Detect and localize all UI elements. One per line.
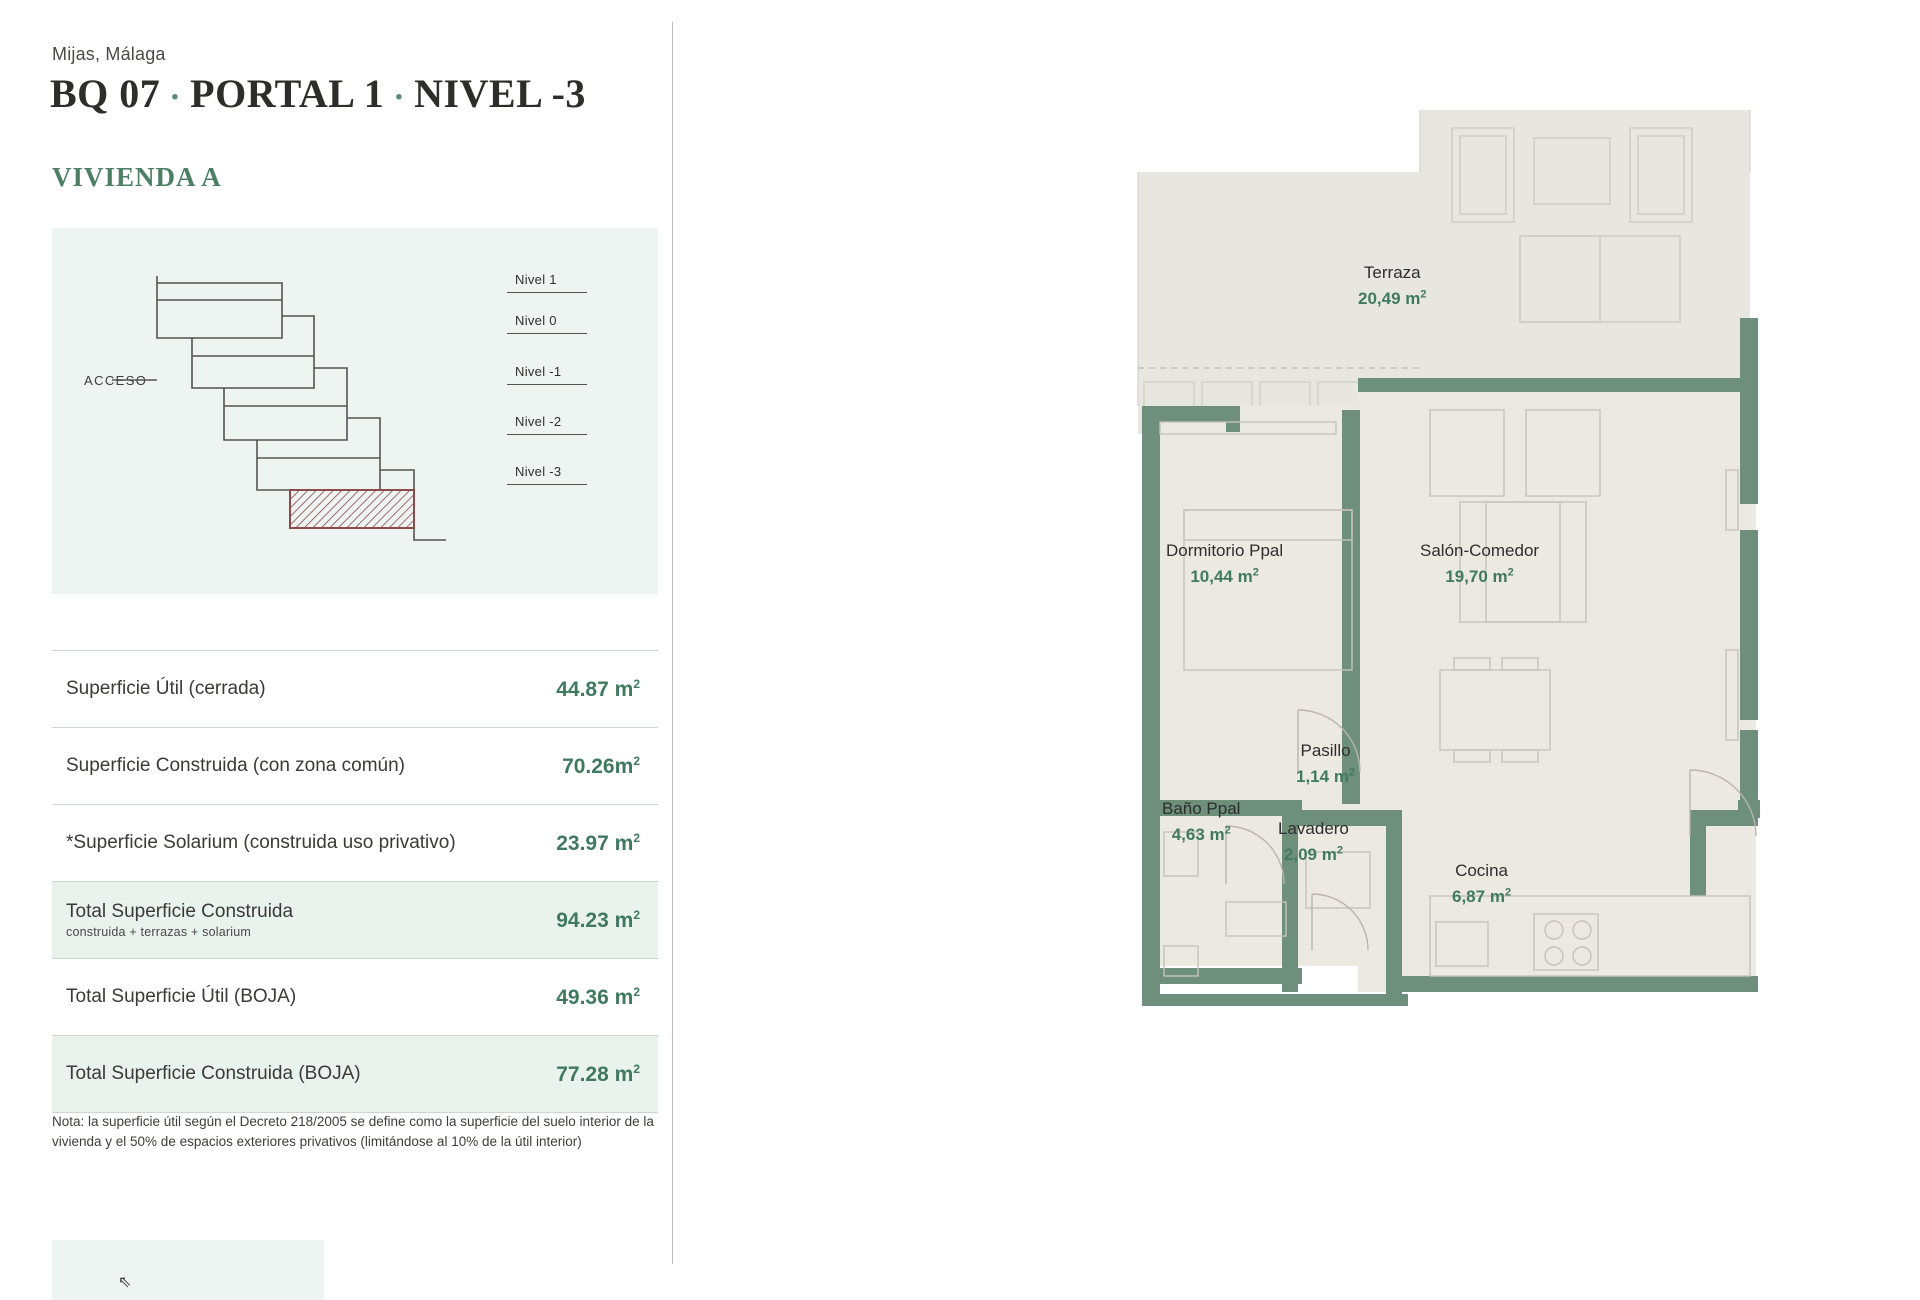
section-diagram-drawing — [52, 228, 658, 594]
room-name: Terraza — [1363, 263, 1421, 282]
title-part-block: BQ 07 — [50, 71, 161, 116]
room-name: Salón-Comedor — [1420, 541, 1540, 560]
surface-value — [556, 908, 658, 933]
table-row — [52, 728, 658, 805]
surface-unit: m — [614, 908, 634, 932]
page-title — [50, 70, 586, 117]
room-label-salon — [1420, 538, 1539, 589]
table-row — [52, 650, 658, 728]
title-separator-dot: · — [160, 78, 191, 116]
floor-plan — [1130, 110, 1810, 1220]
surface-value — [562, 754, 658, 779]
surface-unit: m — [614, 1062, 634, 1086]
room-label-terraza — [1358, 260, 1427, 311]
surface-number: 77.28 — [556, 1062, 609, 1086]
room-label-cocina — [1452, 858, 1511, 909]
room-area: 20,49 $m^2$ — [1358, 287, 1427, 308]
room-name: Dormitorio Ppal — [1166, 541, 1284, 560]
surface-exp: 2 — [633, 753, 640, 768]
surface-number: 49.36 — [556, 985, 609, 1009]
page-subtitle: VIVIENDA A — [52, 162, 222, 192]
title-part-level: NIVEL -3 — [414, 71, 586, 116]
surface-exp: 2 — [633, 1061, 640, 1076]
surface-label: Total Superficie Construida (BOJA) — [66, 1063, 361, 1084]
surface-label: *Superficie Solarium (construida uso privativo) — [66, 832, 456, 853]
room-area: 19,70 $m^2$ — [1445, 565, 1514, 586]
legal-note: Nota: la superficie útil según el Decreto 218/2005 se define como la superficie del suelo interior de la vivienda y el 50% de espacios exteriores privativos (limitándose al 10% de la útil interior) — [52, 1114, 654, 1149]
title-part-portal: PORTAL 1 — [190, 71, 385, 116]
room-name: Lavadero — [1278, 819, 1349, 838]
bottom-panel-stub — [52, 1240, 324, 1300]
level-label-m1: Nivel -1 — [515, 364, 562, 379]
table-row — [52, 959, 658, 1036]
section-diagram — [52, 228, 658, 594]
room-area: 4,63 $m^2$ — [1171, 823, 1231, 844]
room-label-dormitorio — [1166, 538, 1283, 589]
surface-number: 70.26 — [562, 754, 615, 778]
surface-exp: 2 — [633, 830, 640, 845]
surface-exp: 2 — [633, 984, 640, 999]
surface-label: Total Superficie Construida — [66, 901, 294, 922]
surface-value — [556, 677, 658, 702]
table-row — [52, 1036, 658, 1113]
location-text: Mijas, Málaga — [52, 44, 166, 64]
surface-label: Total Superficie Útil (BOJA) — [66, 986, 297, 1007]
left-info-panel — [0, 0, 672, 1291]
title-separator-dot-2: · — [384, 78, 415, 116]
surface-label: Superficie Construida (con zona común) — [66, 755, 406, 776]
level-line-1 — [507, 292, 587, 293]
surface-sublabel: construida + terrazas + solarium — [66, 925, 251, 939]
surface-exp: 2 — [633, 907, 640, 922]
level-line-m2 — [507, 434, 587, 435]
surface-value — [556, 831, 658, 856]
surface-unit: m — [614, 831, 634, 855]
surface-value — [556, 985, 658, 1010]
acceso-label: ACCESO — [84, 373, 148, 388]
surface-number: 44.87 — [556, 677, 609, 701]
room-name: Cocina — [1455, 861, 1508, 880]
level-line-m1 — [507, 384, 587, 385]
room-label-bano — [1162, 796, 1240, 847]
surface-label: Superficie Útil (cerrada) — [66, 678, 266, 699]
room-area: 1,14 $m^2$ — [1296, 765, 1356, 786]
level-label-1: Nivel 1 — [515, 272, 557, 287]
room-label-pasillo — [1296, 738, 1355, 789]
surface-unit: m — [614, 677, 634, 701]
surface-unit: m — [614, 985, 634, 1009]
table-row — [52, 805, 658, 882]
level-label-0: Nivel 0 — [515, 313, 557, 328]
table-row — [52, 882, 658, 959]
floor-plan-drawing — [1130, 110, 1810, 1220]
north-arrow-icon: ⇖ — [118, 1274, 132, 1291]
surface-number: 94.23 — [556, 908, 609, 932]
surface-unit: m — [614, 754, 634, 778]
surface-value — [556, 1062, 658, 1087]
room-area: 10,44 $m^2$ — [1190, 565, 1259, 586]
level-label-m3: Nivel -3 — [515, 464, 562, 479]
surface-exp: 2 — [633, 676, 640, 691]
level-line-m3 — [507, 484, 587, 485]
level-line-0 — [507, 333, 587, 334]
room-name: Baño Ppal — [1162, 799, 1241, 818]
surface-number: 23.97 — [556, 831, 609, 855]
level-label-m2: Nivel -2 — [515, 414, 562, 429]
surface-table — [52, 650, 658, 1113]
room-label-lavadero — [1278, 816, 1349, 867]
room-area: 2,09 $m^2$ — [1283, 843, 1343, 864]
room-name: Pasillo — [1300, 741, 1351, 760]
panel-divider — [672, 22, 673, 1264]
room-area: 6,87 $m^2$ — [1452, 885, 1512, 906]
